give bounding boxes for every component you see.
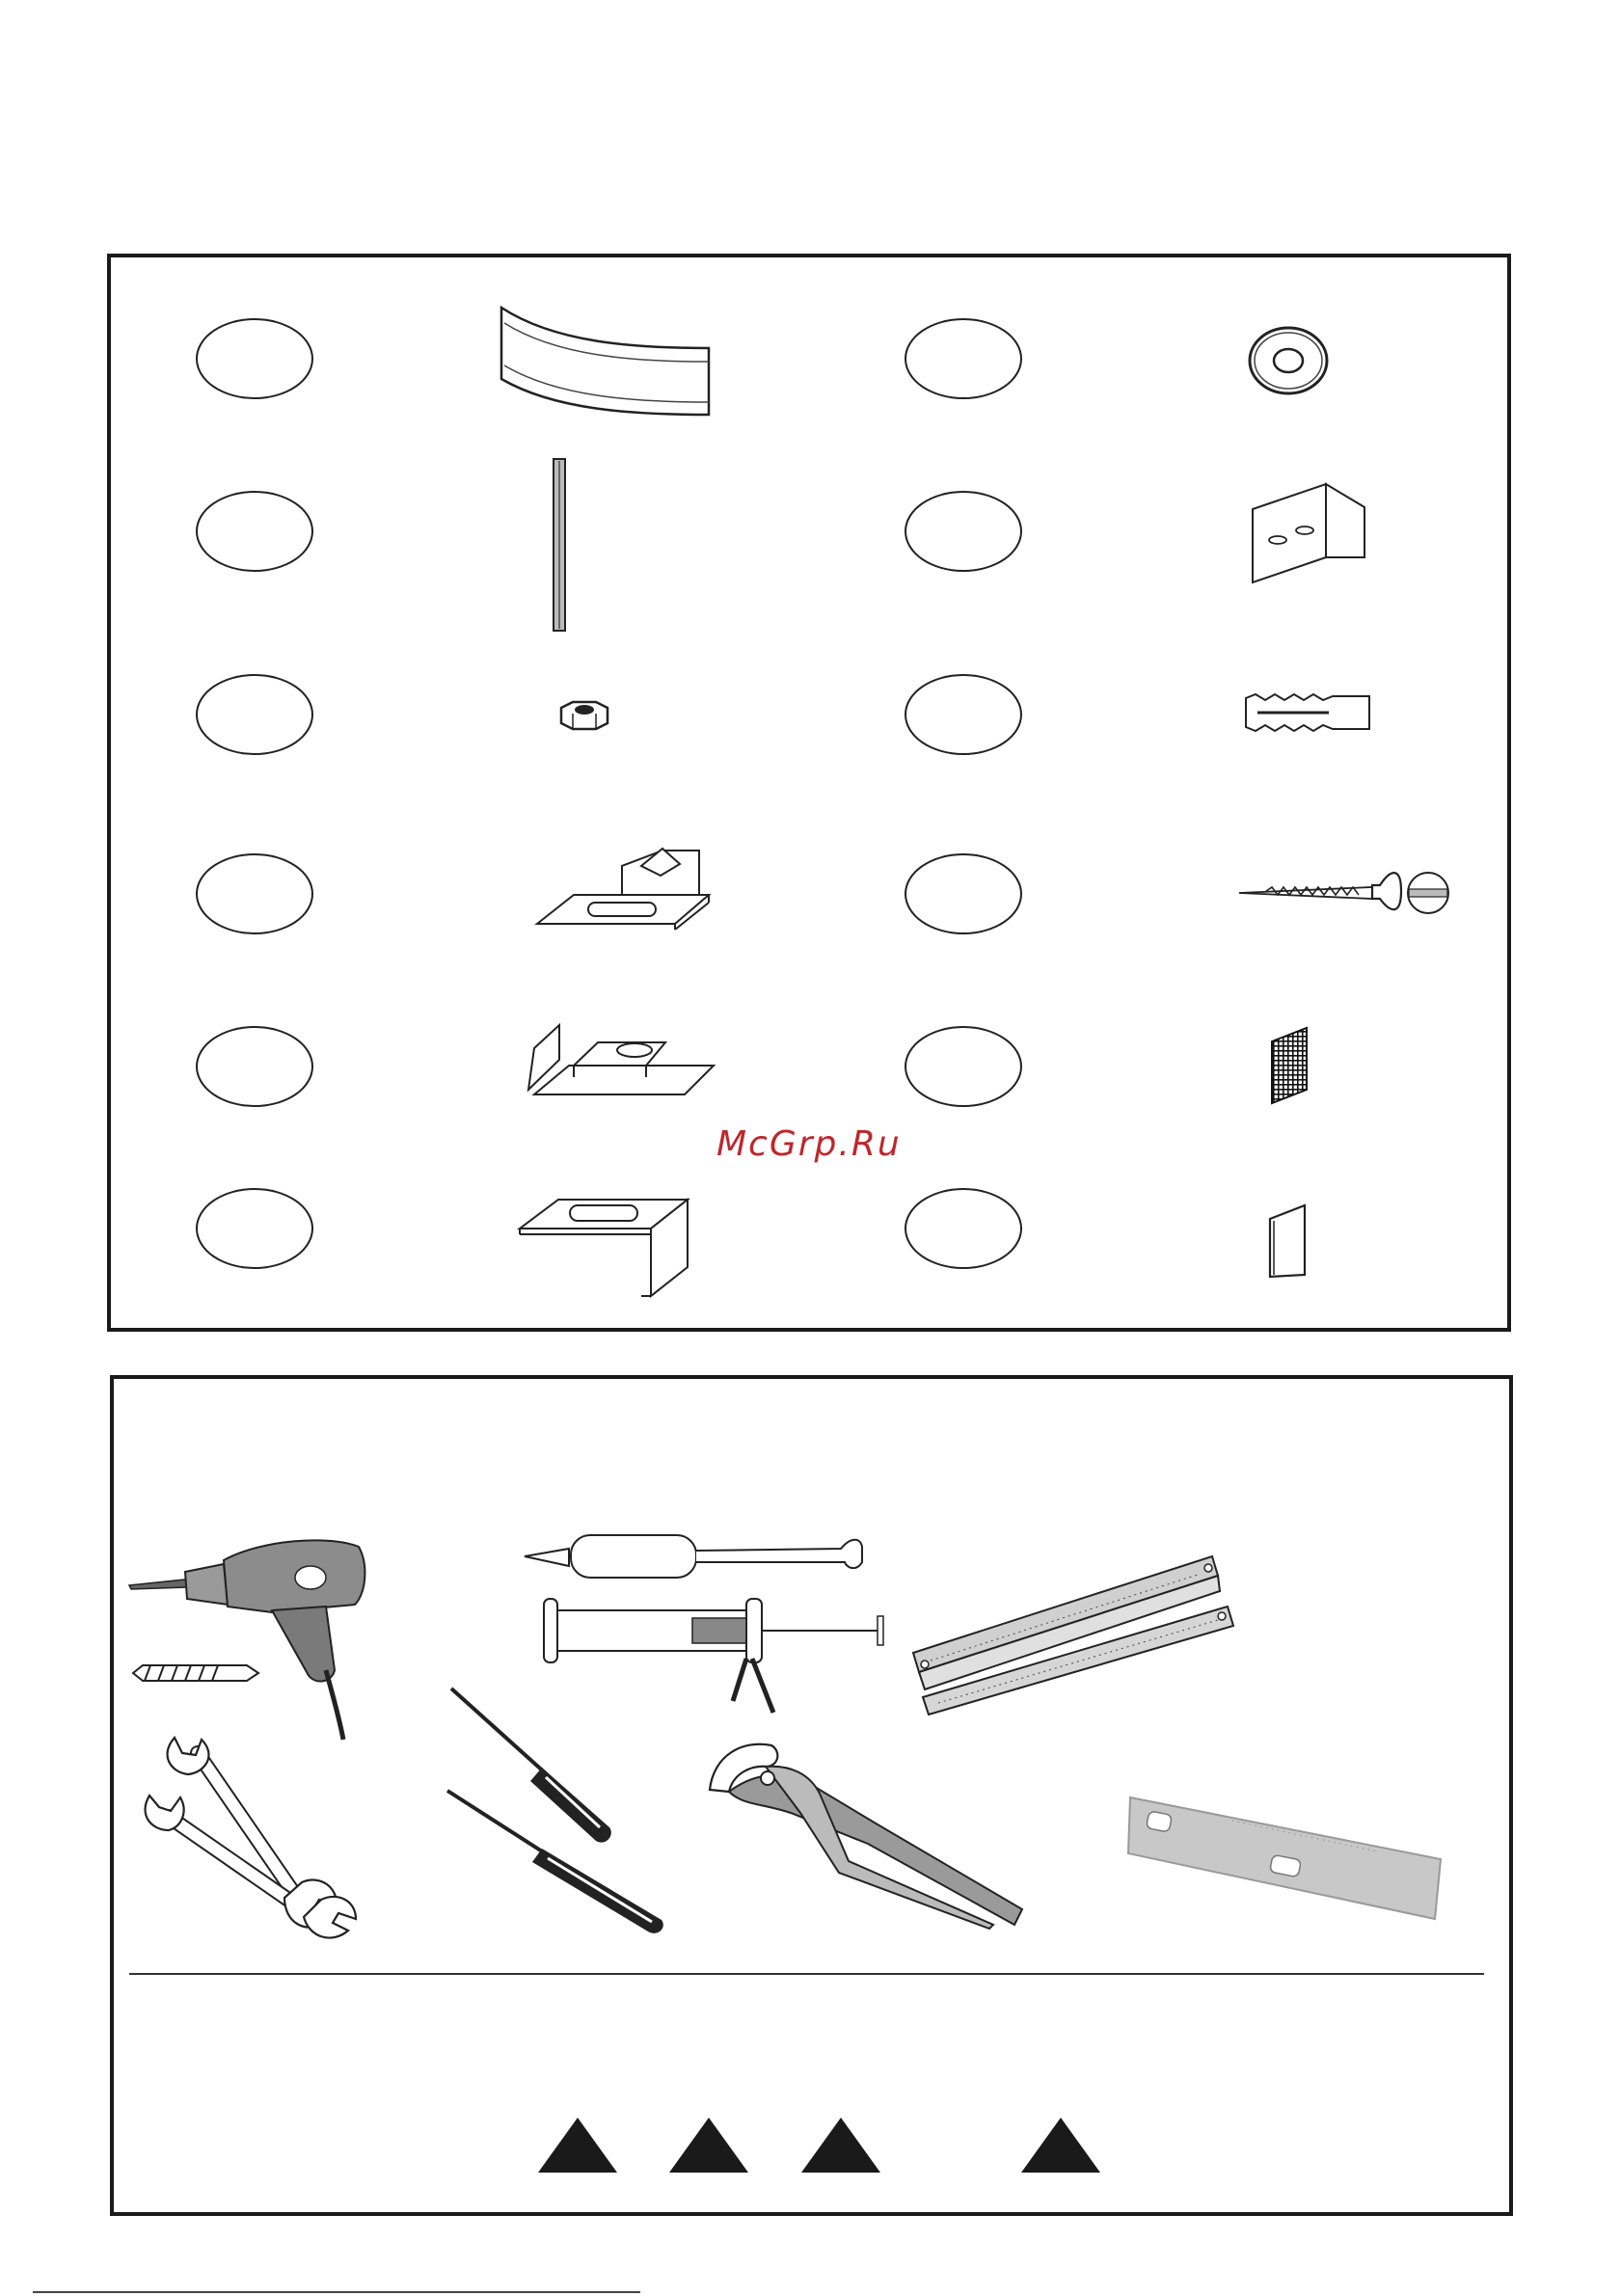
adhesive-strip-icon (497, 304, 714, 419)
slotted-clip-bracket-icon (535, 845, 728, 932)
drill-bit-icon (131, 1662, 261, 1684)
footer-rule (33, 2291, 640, 2293)
spirit-level-icon (1126, 1794, 1445, 1924)
washer-icon (1247, 324, 1330, 397)
u-channel-bracket-icon (521, 1017, 723, 1099)
open-end-wrenches-icon (140, 1734, 371, 1946)
part-label-oval-left-2 (196, 491, 313, 572)
wood-screw-icon (1237, 864, 1454, 918)
part-label-oval-right-5 (905, 1026, 1022, 1107)
parts-panel (107, 254, 1511, 1332)
hex-nut-icon (557, 700, 611, 731)
folded-card-icon (1266, 1203, 1310, 1281)
part-label-oval-right-3 (905, 674, 1022, 755)
part-label-oval-left-6 (196, 1188, 313, 1269)
threaded-rod-icon (550, 457, 569, 633)
warning-triangle-icon (1021, 2118, 1100, 2173)
warning-triangle-icon (801, 2118, 880, 2173)
part-label-oval-right-4 (905, 853, 1022, 934)
part-label-oval-right-2 (905, 491, 1022, 572)
part-label-oval-left-1 (196, 318, 313, 399)
part-label-oval-right-1 (905, 318, 1022, 399)
watermark-text: McGrp.Ru (716, 1124, 902, 1164)
wall-plug-icon (1244, 692, 1374, 733)
l-angle-bracket-icon (516, 1196, 733, 1302)
power-drill-icon (127, 1526, 378, 1742)
mesh-pad-icon (1268, 1026, 1311, 1105)
part-label-oval-left-4 (196, 853, 313, 934)
screwdrivers-icon (442, 1683, 673, 1938)
part-label-oval-right-6 (905, 1188, 1022, 1269)
tools-divider (129, 1973, 1484, 1975)
part-label-oval-left-3 (196, 674, 313, 755)
folding-ruler-icon (911, 1553, 1234, 1716)
angle-corner-bracket-icon (1249, 480, 1369, 584)
water-pump-pliers-icon (704, 1736, 1032, 1929)
warning-triangle-icon (538, 2118, 617, 2173)
warning-triangle-icon (669, 2118, 748, 2173)
part-label-oval-left-5 (196, 1026, 313, 1107)
